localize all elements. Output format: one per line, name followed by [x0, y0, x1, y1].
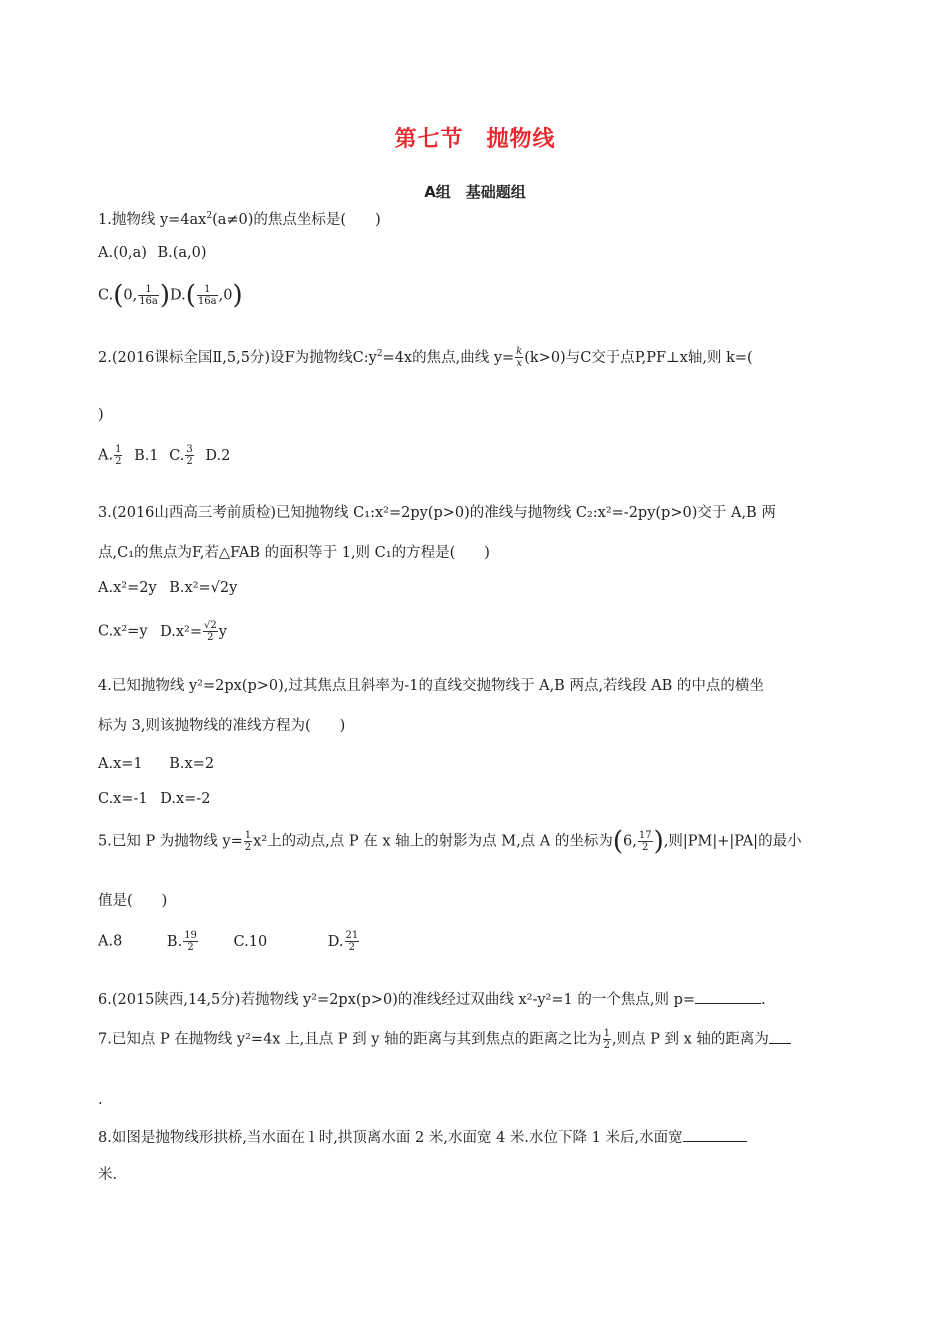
q1-option-b: B.(a,0)	[157, 245, 207, 261]
q1-options-cd: C.(0, $\frac{1}{16a}$ )D.( $\frac{1}{16a}$ ,0)	[98, 280, 243, 311]
q2-stem: 2.(2016课标全国Ⅱ,5,5分)设F为抛物线$C:y^2=4x$的焦点,曲线 y= $\frac{k}{x}$ (k>0)与C交于点P,PF⊥x轴,则 k=(	[98, 346, 753, 370]
q5-stem: 5.已知 P 为抛物线 y= $\frac{1}{2}$ x²上的动点,点 P 在 x 轴上的射影为点 M,点 A 的坐标为(6, $\frac{17}{2}$ ),则|PM|+|PA|的最小	[98, 826, 802, 857]
q2-option-a: A.	[98, 447, 114, 464]
q1-options-ab	[98, 243, 207, 263]
q1-c-fraction: $\frac{1}{16a}$	[139, 284, 158, 307]
q3-option-a: A.x²=2y	[98, 580, 157, 596]
q8-stem-line2: 米.	[98, 1167, 118, 1183]
q7-stem: 7.已知点 P 在抛物线 y²=4x 上,且点 P 到 y 轴的距离与其到焦点的距离之比为 $\frac{1}{2}$ ,则点 P 到 x 轴的距离为	[98, 1028, 791, 1051]
q1-option-c: C.	[98, 287, 114, 304]
q2-k-fraction: $\frac{k}{x}$	[516, 346, 523, 370]
q5-options	[98, 930, 360, 953]
q4-option-d: D.x=-2	[160, 791, 211, 807]
q1-d-fraction: $\frac{1}{16a}$	[197, 284, 217, 307]
q3-options-ab	[98, 578, 237, 598]
section-title: 第七节 抛物线	[394, 127, 556, 152]
q4-option-c: C.x=-1	[98, 791, 148, 807]
q1-stem: 1.抛物线 $y=4ax^2(a\ne 0)$的焦点坐标是( )	[98, 211, 381, 228]
q4-stem-line1: 4.已知抛物线 y²=2px(p>0),过其焦点且斜率为-1的直线交抛物线于 A,B 两点,若线段 AB 的中点的横坐	[98, 678, 764, 694]
q1-option-d: D.	[170, 287, 186, 304]
q4-option-b: B.x=2	[169, 756, 215, 772]
q3-stem-line1: 3.(2016山西高三考前质检)已知抛物线 C₁:x²=2py(p>0)的准线与抛物线 C₂:x²=-2py(p>0)交于 A,B 两	[98, 505, 776, 521]
q5-stem-line2: 值是( )	[98, 893, 168, 909]
q3-option-d: D.x²= $\frac{√2}{2}$ y	[160, 620, 227, 643]
q4-options-cd	[98, 789, 210, 809]
q2-option-d: D.2	[205, 447, 231, 464]
q7-stem-line2: .	[98, 1092, 103, 1108]
q8-answer-blank[interactable]	[683, 1127, 747, 1142]
q5-option-c: C.10	[233, 933, 268, 950]
q7-answer-blank[interactable]	[769, 1029, 791, 1044]
q2-option-b: B.1	[134, 447, 159, 464]
q6-stem: 6.(2015陕西,14,5分)若抛物线 y²=2px(p>0)的准线经过双曲线 x²-y²=1 的一个焦点,则 p= .	[98, 989, 766, 1010]
q5-option-b: B. $\frac{19}{2}$	[166, 930, 197, 953]
q1-option-a: A.(0,a)	[98, 245, 147, 261]
q3-option-c: C.x²=y	[98, 623, 148, 640]
q3-option-b: B.x²=√2y	[169, 580, 238, 596]
q4-stem-line2: 标为 3,则该抛物线的准线方程为( )	[98, 718, 346, 734]
q2-close: )	[98, 407, 104, 423]
q5-option-a: A.8	[98, 933, 123, 950]
q6-answer-blank[interactable]	[695, 989, 761, 1004]
q4-option-a: A.x=1	[98, 756, 143, 772]
group-heading: A组 基础题组	[424, 183, 526, 201]
q3-stem-line2: 点,C₁的焦点为F,若△FAB 的面积等于 1,则 C₁的方程是( )	[98, 545, 490, 561]
q2-option-c: C.	[169, 447, 185, 464]
q4-options-ab	[98, 754, 214, 774]
q5-option-d: D. $\frac{21}{2}$	[327, 930, 359, 953]
q8-stem-line1: 8.如图是抛物线形拱桥,当水面在 l 时,拱顶离水面 2 米,水面宽 4 米.水位下降 1 米后,水面宽	[98, 1127, 747, 1148]
q2-options: A. $\frac{1}{2}$ B.1 C. $\frac{3}{2}$ D.2	[98, 444, 231, 467]
q3-options-cd	[98, 620, 227, 643]
